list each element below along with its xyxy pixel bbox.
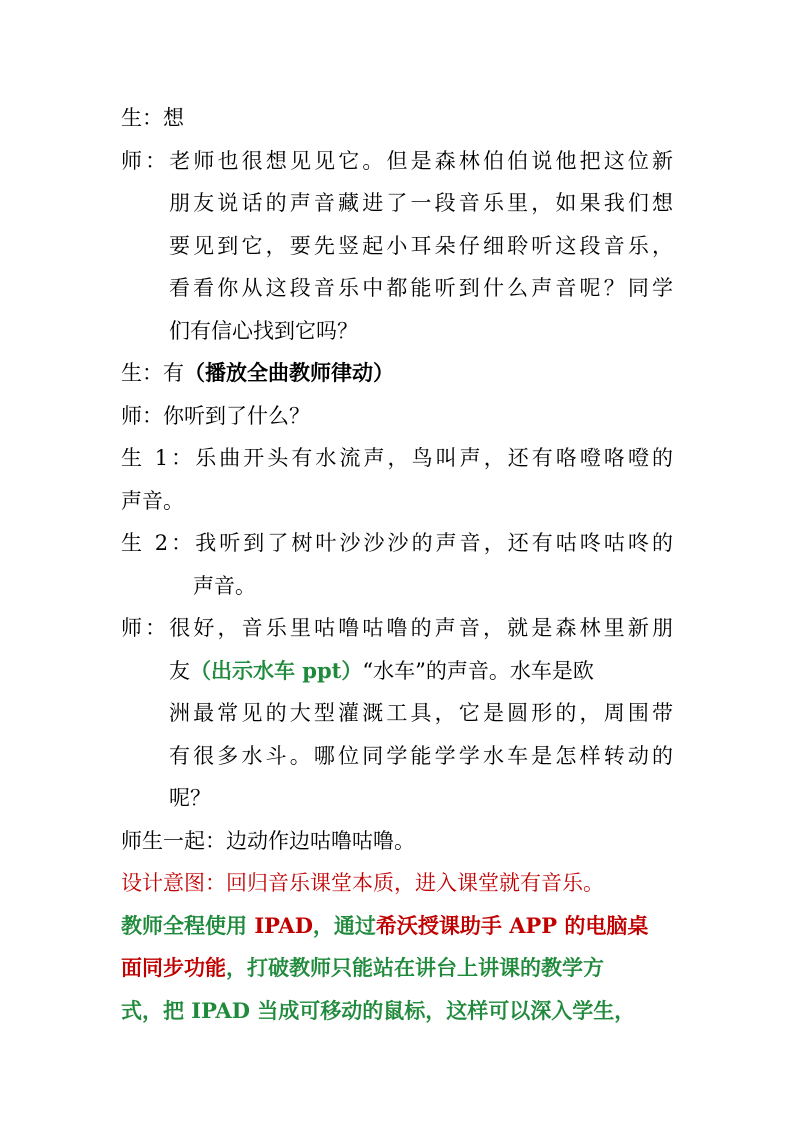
design-intent-line: 式，把 IPAD 当成可移动的鼠标，这样可以深入学生，	[121, 998, 636, 1023]
stage-direction: （出示水车 ppt）	[190, 658, 363, 683]
dialogue-line: 生：想	[121, 106, 184, 130]
dialogue-line	[121, 358, 394, 388]
dialogue-line: 呢？	[169, 786, 211, 810]
speaker-text: 友	[169, 659, 190, 683]
dialogue-line: 师：很好，音乐里咕噜咕噜的声音，就是森林里新朋	[121, 616, 673, 640]
design-intent-line	[121, 911, 648, 941]
dialogue-line: 师：你听到了什么？	[121, 404, 310, 428]
speaker-text: “水车”的声音。水车是欧	[362, 659, 594, 683]
dialogue-line: 洲最常见的大型灌溉工具，它是圆形的，周围带	[169, 701, 673, 725]
dialogue-line: 看看你从这段音乐中都能听到什么声音呢？同学	[169, 276, 673, 300]
intent-text: 教师全程使用	[121, 913, 255, 938]
intent-text: ，通过	[312, 913, 376, 938]
dialogue-line: 有很多水斗。哪位同学能学学水车是怎样转动的	[169, 744, 673, 768]
intent-text: IPAD	[254, 913, 313, 938]
dialogue-line: 声音。	[193, 574, 256, 598]
dialogue-line: 们有信心找到它吗？	[169, 319, 358, 343]
dialogue-line: 师：老师也很想见见它。但是森林伯伯说他把这位新	[121, 149, 673, 173]
design-intent-line	[121, 953, 604, 983]
dialogue-line: 朋友说话的声音藏进了一段音乐里，如果我们想	[169, 191, 673, 215]
stage-direction: （播放全曲教师律动）	[184, 360, 394, 385]
design-intent-line: 设计意图：回归音乐课堂本质，进入课堂就有音乐。	[121, 871, 604, 895]
dialogue-line: 生 2：我听到了树叶沙沙沙的声音，还有咕咚咕咚的	[121, 531, 673, 555]
speaker-text: 生：有	[121, 361, 184, 385]
dialogue-line: 要见到它，要先竖起小耳朵仔细聆听这段音乐，	[169, 234, 673, 258]
dialogue-line: 师生一起：边动作边咕噜咕噜。	[121, 829, 415, 853]
intent-text: 希沃授课助手 APP 的电脑桌	[375, 913, 649, 938]
dialogue-line	[169, 656, 594, 686]
dialogue-line: 声音。	[121, 489, 184, 513]
dialogue-line: 生 1：乐曲开头有水流声，鸟叫声，还有咯噔咯噔的	[121, 446, 673, 470]
intent-text: 面同步功能	[121, 955, 226, 980]
intent-text: ，打破教师只能站在讲台上讲课的教学方	[226, 955, 604, 980]
